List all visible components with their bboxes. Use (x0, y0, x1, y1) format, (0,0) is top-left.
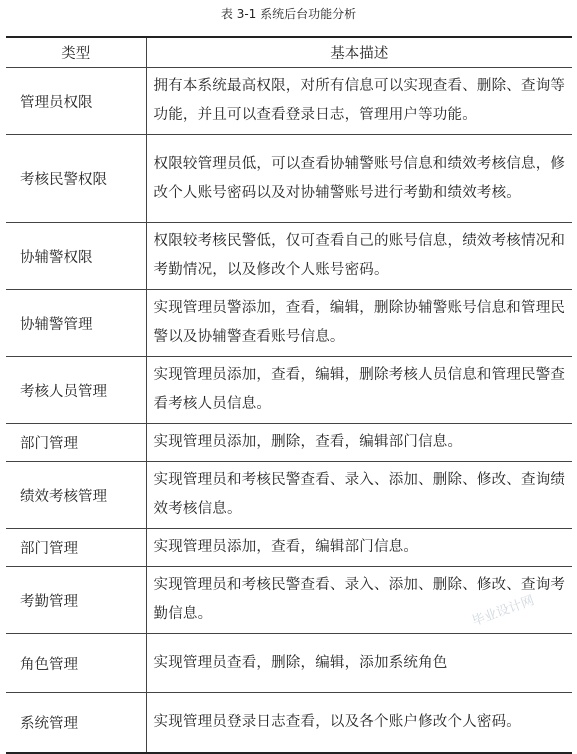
row-description-cell: 实现管理员警添加，查看，编辑，删除协辅警账号信息和管理民警以及协辅警查看账号信息。 (146, 290, 572, 357)
table-row (6, 693, 572, 753)
row-type-cell: 协辅警管理 (6, 290, 146, 357)
row-type-cell: 考核人员管理 (6, 357, 146, 424)
table-row (6, 135, 572, 223)
table-header-row (6, 37, 572, 68)
table-row (6, 567, 572, 634)
row-type-cell: 系统管理 (6, 693, 146, 753)
row-description-cell: 权限较管理员低，可以查看协辅警账号信息和绩效考核信息，修改个人账号密码以及对协辅警账号进行考勤和绩效考核。 (146, 135, 572, 223)
row-type-cell: 部门管理 (6, 529, 146, 567)
row-type-cell: 部门管理 (6, 424, 146, 462)
table-row (6, 357, 572, 424)
column-header-type: 类型 (6, 37, 146, 68)
row-type-cell: 协辅警权限 (6, 223, 146, 290)
column-header-description: 基本描述 (146, 37, 572, 68)
row-description-cell: 实现管理员登录日志查看，以及各个账户修改个人密码。 (146, 693, 572, 753)
row-description-cell: 实现管理员添加，查看，编辑，删除考核人员信息和管理民警查看考核人员信息。 (146, 357, 572, 424)
row-description-cell: 实现管理员和考核民警查看、录入、添加、删除、修改、查询考勤信息。 (146, 567, 572, 634)
row-description-cell: 实现管理员和考核民警查看、录入、添加、删除、修改、查询绩效考核信息。 (146, 462, 572, 529)
watermark-logo: 毕业设计网 (470, 593, 537, 630)
row-type-cell: 管理员权限 (6, 68, 146, 135)
table-row (6, 223, 572, 290)
function-analysis-table (6, 36, 572, 754)
row-type-cell: 绩效考核管理 (6, 462, 146, 529)
table-row (6, 462, 572, 529)
table-row (6, 290, 572, 357)
row-type-cell: 角色管理 (6, 634, 146, 693)
table-caption: 表 3-1 系统后台功能分析 (220, 7, 357, 21)
row-description-cell: 实现管理员查看，删除，编辑，添加系统角色 (146, 634, 572, 693)
row-type-cell: 考勤管理 (6, 567, 146, 634)
row-description-cell: 实现管理员添加，删除，查看，编辑部门信息。 (146, 424, 572, 462)
row-description-cell: 实现管理员添加，查看，编辑部门信息。 (146, 529, 572, 567)
table-row (6, 68, 572, 135)
row-type-cell: 考核民警权限 (6, 135, 146, 223)
table-row (6, 424, 572, 462)
table-row (6, 634, 572, 693)
table-row (6, 529, 572, 567)
row-description-cell: 权限较考核民警低，仅可查看自己的账号信息，绩效考核情况和考勤情况，以及修改个人账号密码。 (146, 223, 572, 290)
row-description-cell: 拥有本系统最高权限，对所有信息可以实现查看、删除、查询等功能，并且可以查看登录日志，管理用户等功能。 (146, 68, 572, 135)
